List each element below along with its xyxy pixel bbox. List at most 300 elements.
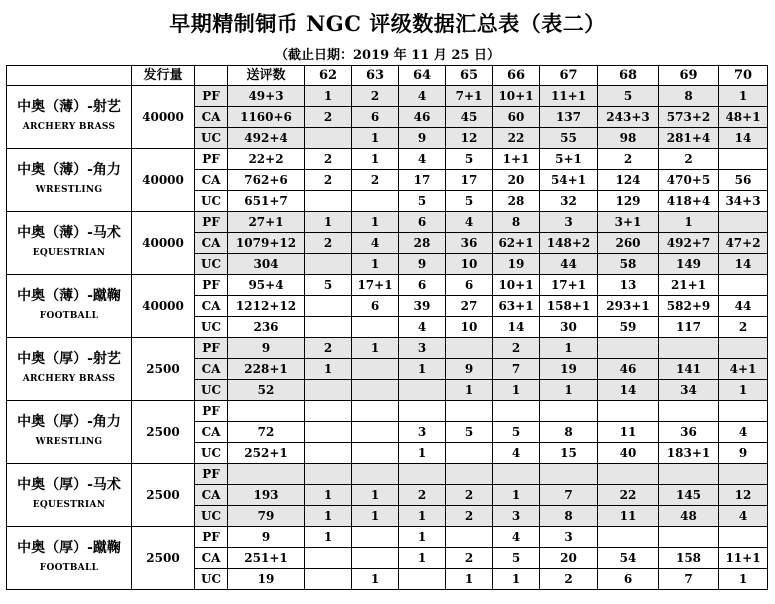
grade-count-cell: 4	[493, 527, 540, 548]
grade-count-cell	[719, 401, 768, 422]
grade-count-cell: 55	[540, 128, 598, 149]
grade-count-cell	[305, 380, 352, 401]
grade-count-cell	[719, 149, 768, 170]
table-row	[7, 464, 768, 485]
grade-count-cell: 124	[598, 170, 659, 191]
grade-count-cell: 8	[493, 212, 540, 233]
grade-count-cell: 418+4	[659, 191, 719, 212]
grade-count-cell: 39	[399, 296, 446, 317]
column-header: 66	[493, 66, 540, 86]
grade-count-cell: 14	[719, 254, 768, 275]
grade-count-cell	[305, 296, 352, 317]
grade-type-cell: PF	[195, 149, 228, 170]
grade-count-cell: 17+1	[540, 275, 598, 296]
grade-count-cell: 48	[659, 506, 719, 527]
grade-count-cell: 1	[540, 380, 598, 401]
grade-count-cell: 9	[399, 128, 446, 149]
grade-count-cell: 40	[598, 443, 659, 464]
grade-count-cell: 3	[540, 527, 598, 548]
grade-count-cell: 1	[399, 359, 446, 380]
grade-count-cell	[446, 443, 493, 464]
submitted-count-cell: 72	[228, 422, 305, 443]
submitted-count-cell: 251+1	[228, 548, 305, 569]
grade-count-cell: 8	[540, 422, 598, 443]
grade-count-cell: 1	[719, 569, 768, 590]
grade-count-cell: 183+1	[659, 443, 719, 464]
grade-count-cell: 573+2	[659, 107, 719, 128]
grade-count-cell: 492+7	[659, 233, 719, 254]
coin-name-cell	[7, 464, 132, 527]
grade-count-cell	[352, 443, 399, 464]
grade-count-cell: 5	[446, 191, 493, 212]
column-header: 70	[719, 66, 768, 86]
coin-name-en: EQUESTRIAN	[32, 248, 106, 258]
coin-name-en: FOOTBALL	[39, 563, 99, 573]
coin-name-cell	[7, 275, 132, 338]
grade-count-cell: 470+5	[659, 170, 719, 191]
column-header: 65	[446, 66, 493, 86]
grade-count-cell: 137	[540, 107, 598, 128]
grade-count-cell: 1	[305, 212, 352, 233]
table-row	[7, 527, 768, 548]
grade-count-cell: 11	[598, 506, 659, 527]
coin-name-cn: 中奥（薄）-角力	[17, 162, 121, 178]
grade-count-cell: 1	[659, 212, 719, 233]
grade-count-cell: 3	[399, 338, 446, 359]
column-header: 64	[399, 66, 446, 86]
grade-count-cell: 9	[719, 443, 768, 464]
submitted-count-cell: 228+1	[228, 359, 305, 380]
grade-count-cell: 36	[659, 422, 719, 443]
coin-name-cn: 中奥（厚）-蹴鞠	[17, 540, 121, 556]
grade-count-cell: 17+1	[352, 275, 399, 296]
grade-count-cell	[305, 464, 352, 485]
coin-name-cell	[7, 401, 132, 464]
grade-count-cell: 14	[598, 380, 659, 401]
coin-name-en: WRESTLING	[35, 437, 103, 447]
grade-count-cell: 145	[659, 485, 719, 506]
grade-count-cell	[540, 401, 598, 422]
grade-count-cell	[305, 254, 352, 275]
grade-count-cell	[719, 527, 768, 548]
grade-count-cell	[719, 212, 768, 233]
grade-count-cell: 8	[540, 506, 598, 527]
coin-name-en: FOOTBALL	[39, 311, 99, 321]
issue-quantity-cell: 40000	[132, 275, 195, 338]
grade-count-cell: 1	[352, 128, 399, 149]
grade-count-cell: 44	[719, 296, 768, 317]
grade-count-cell: 46	[598, 359, 659, 380]
grade-count-cell: 14	[493, 317, 540, 338]
issue-quantity-cell: 2500	[132, 527, 195, 590]
grade-count-cell: 1	[719, 86, 768, 107]
submitted-count-cell	[228, 464, 305, 485]
grade-count-cell: 2	[446, 548, 493, 569]
grade-count-cell: 6	[352, 107, 399, 128]
grade-count-cell: 20	[540, 548, 598, 569]
grade-count-cell	[399, 569, 446, 590]
coin-name-en: EQUESTRIAN	[32, 500, 106, 510]
grade-count-cell: 1	[352, 338, 399, 359]
submitted-count-cell: 27+1	[228, 212, 305, 233]
grade-count-cell: 58	[598, 254, 659, 275]
grade-type-cell: PF	[195, 464, 228, 485]
grade-count-cell: 44	[540, 254, 598, 275]
grade-count-cell: 10	[446, 254, 493, 275]
header-row	[7, 66, 768, 86]
coin-name-cell	[7, 338, 132, 401]
column-header	[7, 66, 132, 86]
grade-type-cell: UC	[195, 380, 228, 401]
grade-count-cell: 2	[598, 149, 659, 170]
grade-count-cell: 260	[598, 233, 659, 254]
grade-count-cell: 1	[446, 380, 493, 401]
coin-name-cn: 中奥（厚）-射艺	[17, 351, 121, 367]
table-row	[7, 275, 768, 296]
grade-count-cell: 1	[399, 443, 446, 464]
grade-type-cell: CA	[195, 233, 228, 254]
grade-count-cell: 3	[540, 212, 598, 233]
grade-count-cell: 1	[352, 212, 399, 233]
grade-count-cell: 6	[598, 569, 659, 590]
grade-count-cell: 7	[540, 485, 598, 506]
grade-count-cell: 5	[598, 86, 659, 107]
grade-count-cell: 2	[352, 86, 399, 107]
grade-count-cell	[446, 527, 493, 548]
grade-type-cell: UC	[195, 128, 228, 149]
column-header: 62	[305, 66, 352, 86]
grade-count-cell: 10	[446, 317, 493, 338]
grade-count-cell	[352, 317, 399, 338]
grade-count-cell: 62+1	[493, 233, 540, 254]
grade-type-cell: PF	[195, 338, 228, 359]
grade-count-cell: 2	[399, 485, 446, 506]
grade-count-cell: 10+1	[493, 86, 540, 107]
grade-count-cell	[598, 527, 659, 548]
grade-count-cell: 5	[305, 275, 352, 296]
grade-count-cell	[493, 401, 540, 422]
submitted-count-cell: 1160+6	[228, 107, 305, 128]
issue-quantity-cell: 40000	[132, 149, 195, 212]
grade-count-cell: 54	[598, 548, 659, 569]
grade-count-cell: 1	[352, 254, 399, 275]
grade-type-cell: UC	[195, 191, 228, 212]
grade-count-cell: 158	[659, 548, 719, 569]
grade-type-cell: UC	[195, 569, 228, 590]
grade-count-cell: 60	[493, 107, 540, 128]
grade-type-cell: CA	[195, 485, 228, 506]
grade-count-cell: 14	[719, 128, 768, 149]
grade-count-cell: 13	[598, 275, 659, 296]
grade-count-cell	[305, 569, 352, 590]
grade-type-cell: UC	[195, 317, 228, 338]
coin-name-en: ARCHERY BRASS	[22, 122, 116, 132]
grade-type-cell: CA	[195, 359, 228, 380]
grade-count-cell: 5	[446, 422, 493, 443]
grade-count-cell	[446, 464, 493, 485]
grade-count-cell: 2	[352, 170, 399, 191]
coin-name-cn: 中奥（薄）-马术	[17, 225, 121, 241]
issue-quantity-cell: 40000	[132, 212, 195, 275]
grade-count-cell: 48+1	[719, 107, 768, 128]
column-header: 67	[540, 66, 598, 86]
grade-count-cell	[305, 443, 352, 464]
coin-name-cell	[7, 527, 132, 590]
grade-count-cell: 32	[540, 191, 598, 212]
grade-count-cell: 11+1	[719, 548, 768, 569]
table-row	[7, 401, 768, 422]
grade-count-cell: 7	[493, 359, 540, 380]
grade-count-cell: 4	[399, 317, 446, 338]
grade-count-cell: 1	[305, 485, 352, 506]
grade-count-cell: 2	[305, 107, 352, 128]
submitted-count-cell: 1212+12	[228, 296, 305, 317]
grade-count-cell: 2	[659, 149, 719, 170]
grade-count-cell: 10+1	[493, 275, 540, 296]
grade-count-cell: 1	[446, 569, 493, 590]
grade-count-cell: 1	[719, 380, 768, 401]
issue-quantity-cell: 40000	[132, 86, 195, 149]
grade-count-cell	[352, 359, 399, 380]
grade-count-cell: 1	[399, 527, 446, 548]
column-header: 63	[352, 66, 399, 86]
grade-count-cell	[446, 401, 493, 422]
grade-count-cell: 293+1	[598, 296, 659, 317]
coin-name-cn: 中奥（薄）-射艺	[17, 99, 121, 115]
grade-count-cell	[305, 191, 352, 212]
grade-count-cell: 36	[446, 233, 493, 254]
grade-count-cell: 4	[399, 149, 446, 170]
grade-count-cell: 1	[399, 506, 446, 527]
grade-count-cell: 1	[352, 569, 399, 590]
grade-count-cell: 56	[719, 170, 768, 191]
grade-count-cell	[305, 317, 352, 338]
submitted-count-cell: 9	[228, 527, 305, 548]
grade-count-cell: 4	[399, 86, 446, 107]
grade-count-cell: 2	[305, 149, 352, 170]
coin-name-en: ARCHERY BRASS	[22, 374, 116, 384]
grade-count-cell: 582+9	[659, 296, 719, 317]
grade-count-cell: 98	[598, 128, 659, 149]
grade-count-cell	[659, 338, 719, 359]
grade-type-cell: PF	[195, 212, 228, 233]
grade-count-cell: 5+1	[540, 149, 598, 170]
grade-count-cell: 22	[598, 485, 659, 506]
issue-quantity-cell: 2500	[132, 338, 195, 401]
grade-count-cell: 12	[446, 128, 493, 149]
grade-count-cell: 45	[446, 107, 493, 128]
grade-count-cell	[598, 401, 659, 422]
grade-count-cell: 27	[446, 296, 493, 317]
coin-name-cn: 中奥（薄）-蹴鞠	[17, 288, 121, 304]
submitted-count-cell: 49+3	[228, 86, 305, 107]
submitted-count-cell: 1079+12	[228, 233, 305, 254]
grade-count-cell: 4	[352, 233, 399, 254]
grade-count-cell: 21+1	[659, 275, 719, 296]
grade-count-cell	[719, 464, 768, 485]
grade-count-cell	[446, 338, 493, 359]
grade-count-cell	[719, 275, 768, 296]
grade-count-cell	[352, 464, 399, 485]
grade-count-cell: 1	[352, 485, 399, 506]
grade-count-cell: 6	[352, 296, 399, 317]
grade-count-cell: 2	[446, 485, 493, 506]
grade-count-cell: 1	[540, 338, 598, 359]
grade-count-cell: 34+3	[719, 191, 768, 212]
column-header: 68	[598, 66, 659, 86]
submitted-count-cell: 52	[228, 380, 305, 401]
grade-count-cell: 11+1	[540, 86, 598, 107]
grade-count-cell: 2	[305, 338, 352, 359]
issue-quantity-cell: 2500	[132, 401, 195, 464]
grade-count-cell: 2	[305, 233, 352, 254]
grade-type-cell: UC	[195, 443, 228, 464]
grade-count-cell	[719, 338, 768, 359]
grade-count-cell: 5	[446, 149, 493, 170]
grade-count-cell: 129	[598, 191, 659, 212]
grade-count-cell: 141	[659, 359, 719, 380]
grade-count-cell: 4	[719, 506, 768, 527]
grade-count-cell	[659, 527, 719, 548]
grade-type-cell: UC	[195, 506, 228, 527]
grade-count-cell	[399, 464, 446, 485]
grade-type-cell: CA	[195, 548, 228, 569]
submitted-count-cell: 95+4	[228, 275, 305, 296]
grade-count-cell: 34	[659, 380, 719, 401]
column-header	[195, 66, 228, 86]
grade-count-cell: 4+1	[719, 359, 768, 380]
grade-count-cell: 11	[598, 422, 659, 443]
submitted-count-cell: 492+4	[228, 128, 305, 149]
grade-count-cell: 6	[446, 275, 493, 296]
grade-count-cell: 1	[493, 380, 540, 401]
grade-count-cell: 5	[399, 191, 446, 212]
grade-count-cell: 1	[305, 359, 352, 380]
grade-count-cell: 1	[352, 506, 399, 527]
grade-count-cell: 8	[659, 86, 719, 107]
submitted-count-cell	[228, 401, 305, 422]
grade-count-cell: 1	[352, 149, 399, 170]
grade-count-cell	[598, 338, 659, 359]
grade-count-cell: 47+2	[719, 233, 768, 254]
grade-count-cell: 1	[305, 506, 352, 527]
grade-count-cell: 6	[399, 275, 446, 296]
grade-count-cell	[493, 464, 540, 485]
grade-count-cell: 2	[493, 338, 540, 359]
grade-count-cell: 2	[305, 170, 352, 191]
grade-count-cell	[399, 401, 446, 422]
coin-name-cell	[7, 149, 132, 212]
issue-quantity-cell: 2500	[132, 464, 195, 527]
grade-count-cell: 3	[399, 422, 446, 443]
grade-count-cell: 20	[493, 170, 540, 191]
submitted-count-cell: 193	[228, 485, 305, 506]
grade-count-cell: 5	[493, 548, 540, 569]
grade-count-cell	[598, 464, 659, 485]
grade-count-cell: 7	[659, 569, 719, 590]
grade-type-cell: CA	[195, 296, 228, 317]
grade-count-cell	[305, 422, 352, 443]
grade-count-cell	[305, 401, 352, 422]
grade-type-cell: CA	[195, 170, 228, 191]
coin-name-en: WRESTLING	[35, 185, 103, 195]
grade-count-cell: 17	[446, 170, 493, 191]
grade-count-cell	[352, 527, 399, 548]
grade-count-cell: 2	[540, 569, 598, 590]
grade-count-cell: 17	[399, 170, 446, 191]
grade-type-cell: PF	[195, 275, 228, 296]
grade-count-cell	[305, 548, 352, 569]
grade-count-cell: 22	[493, 128, 540, 149]
grade-count-cell: 1	[305, 86, 352, 107]
grade-count-cell	[540, 464, 598, 485]
grade-count-cell	[352, 401, 399, 422]
page-title: 早期精制铜币 NGC 评级数据汇总表（表二）	[169, 11, 606, 36]
grade-count-cell: 4	[493, 443, 540, 464]
grade-count-cell: 149	[659, 254, 719, 275]
grade-count-cell: 54+1	[540, 170, 598, 191]
grade-count-cell	[659, 464, 719, 485]
grade-count-cell: 12	[719, 485, 768, 506]
grade-count-cell: 117	[659, 317, 719, 338]
table-row	[7, 149, 768, 170]
grade-count-cell: 4	[719, 422, 768, 443]
table-row	[7, 338, 768, 359]
grade-count-cell	[399, 380, 446, 401]
grade-count-cell: 6	[399, 212, 446, 233]
grade-count-cell: 30	[540, 317, 598, 338]
grade-count-cell: 2	[446, 506, 493, 527]
submitted-count-cell: 79	[228, 506, 305, 527]
grade-count-cell: 3	[493, 506, 540, 527]
grade-count-cell	[659, 401, 719, 422]
grade-count-cell: 1	[305, 527, 352, 548]
submitted-count-cell: 762+6	[228, 170, 305, 191]
page-subtitle: （截止日期：2019 年 11 月 25 日）	[275, 48, 500, 63]
grade-count-cell: 4	[446, 212, 493, 233]
grade-count-cell: 1	[399, 548, 446, 569]
submitted-count-cell: 19	[228, 569, 305, 590]
coin-name-cell	[7, 212, 132, 275]
grade-count-cell: 19	[540, 359, 598, 380]
grade-count-cell: 148+2	[540, 233, 598, 254]
grade-count-cell: 5	[493, 422, 540, 443]
grade-count-cell: 281+4	[659, 128, 719, 149]
grade-count-cell: 59	[598, 317, 659, 338]
grade-count-cell: 243+3	[598, 107, 659, 128]
grade-count-cell: 1	[493, 569, 540, 590]
table-row	[7, 86, 768, 107]
grade-count-cell: 28	[399, 233, 446, 254]
grade-count-cell: 3+1	[598, 212, 659, 233]
grade-count-cell: 2	[719, 317, 768, 338]
submitted-count-cell: 651+7	[228, 191, 305, 212]
column-header: 送评数	[228, 66, 305, 86]
grade-count-cell	[352, 380, 399, 401]
coin-name-cn: 中奥（厚）-马术	[17, 477, 121, 493]
grade-count-cell	[352, 548, 399, 569]
grading-table	[6, 65, 768, 590]
grade-count-cell: 9	[446, 359, 493, 380]
column-header: 发行量	[132, 66, 195, 86]
grade-type-cell: CA	[195, 422, 228, 443]
grade-count-cell: 7+1	[446, 86, 493, 107]
submitted-count-cell: 9	[228, 338, 305, 359]
grade-type-cell: CA	[195, 107, 228, 128]
grade-count-cell: 9	[399, 254, 446, 275]
grade-count-cell	[305, 128, 352, 149]
grade-count-cell: 63+1	[493, 296, 540, 317]
